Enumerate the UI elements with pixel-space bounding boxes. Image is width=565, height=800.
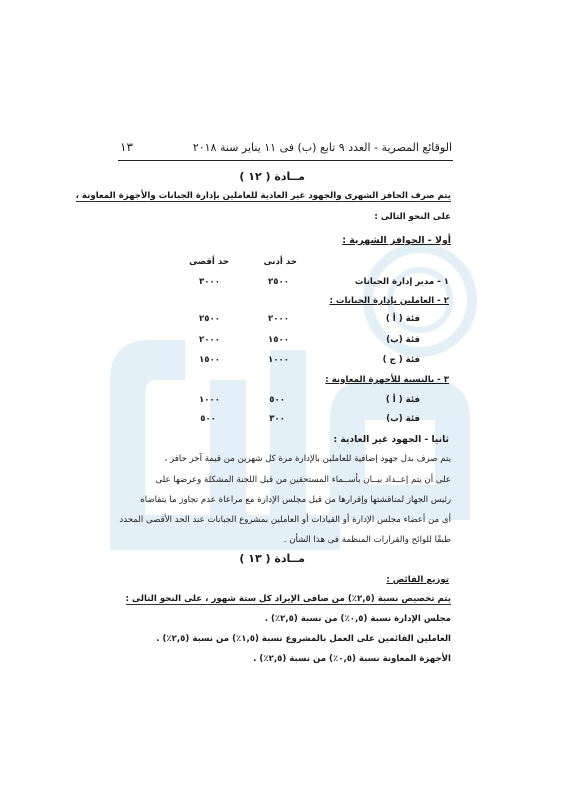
table-row-label: ١ - مدير إدارة الجبانات	[354, 277, 449, 287]
article-13-line: العاملين القائمين على العمل بالمشروع نسبة (١,٥٪) من نسبة (٢,٥٪) .	[156, 634, 451, 644]
table-group-heading: ٣ - بالنسبة للأجهزة المعاونة :	[325, 375, 449, 385]
table-row-max: ٢٥٠٠	[199, 314, 220, 324]
table-group-heading: ٢ - العاملين بإدارة الجبانات :	[329, 296, 449, 306]
table-row-max: ١٠٠٠	[199, 395, 220, 405]
article-13-line: مجلس الإدارة نسبة (٠,٥٪) من نسبة (٢,٥٪) .	[264, 614, 451, 624]
table-row-max: ٢٠٠٠	[199, 335, 220, 345]
article-12-intro-cont: على النحو التالى :	[374, 212, 451, 222]
page-header-title: الوقائع المصرية - العدد ٩ تابع (ب) فى ١١ يناير سنة ٢٠١٨	[192, 141, 452, 154]
table-row-max: ١٥٠٠	[199, 355, 220, 365]
header-divider	[118, 160, 453, 161]
paragraph-line: رئيس الجهاز لمناقشتها وإقرارها من قبل مجلس الإدارة مع مراعاة عدم تجاوز ما يتقاضاه	[140, 495, 451, 505]
table-row-max: ٥٠٠	[200, 414, 216, 424]
table-row-min: ٢٥٠٠	[268, 277, 289, 287]
table-row-max: ٣٠٠٠	[199, 277, 220, 287]
section-extra-efforts-title: ثانيا - الجهود غير العادية :	[333, 434, 449, 445]
page-number: ١٣	[120, 140, 133, 154]
table-row-min: ٣٠٠	[269, 414, 285, 424]
paragraph-line: طبقًا للوائح والقرارات المنظمة فى هذا الشأن .	[283, 535, 451, 545]
table-row-label: فئة ( أ )	[385, 395, 420, 405]
article-13-line: الأجهزة المعاونة نسبة (٠,٥٪) من نسبة (٢,٥٪) .	[253, 654, 451, 664]
table-row-min: ١٥٠٠	[268, 335, 289, 345]
surplus-distribution-title: توزيع الفائض :	[386, 575, 449, 585]
table-row-label: فئة (ب)	[386, 414, 420, 424]
table-row-min: ٢٠٠٠	[268, 314, 289, 324]
table-row-min: ١٠٠٠	[268, 355, 289, 365]
article-12-intro: يتم صرف الحافز الشهرى والجهود غير العادية للعاملين بإدارة الجبانات والأجهزة المعاونة ،	[75, 191, 451, 201]
column-header-max: حد أقصى	[189, 257, 229, 267]
article-13-line: يتم تخصيص نسبة (٢,٥٪) من صافى الإيراد كل ستة شهور ، على النحو التالى :	[125, 594, 451, 604]
article-12-heading: مــادة ( ١٢ )	[239, 170, 305, 183]
table-row-label: فئة ( أ )	[385, 314, 420, 324]
paragraph-line: يتم صرف بدل جهود إضافية للعاملين بالإدارة مرة كل شهرين من قيمة آخر حافز ،	[164, 454, 451, 464]
column-header-min: حد أدنى	[263, 257, 297, 267]
section-monthly-incentives-title: أولا - الحوافز الشهرية :	[342, 235, 451, 246]
paragraph-line: على أن يتم إعــداد بيــان بأســماء المستحقين من قبل اللجنة المشكلة وعرضها على	[155, 475, 451, 485]
table-row-label: فئة (ب)	[386, 335, 420, 345]
table-row-label: فئة ( ج )	[382, 355, 420, 365]
table-row-min: ٥٠٠	[269, 395, 285, 405]
paragraph-line: أى من أعضاء مجلس الإدارة أو القيادات أو العاملين بمشروع الجبانات عند الحد الأقصى المحدد	[119, 515, 451, 525]
article-13-heading: مــادة ( ١٣ )	[239, 552, 305, 565]
